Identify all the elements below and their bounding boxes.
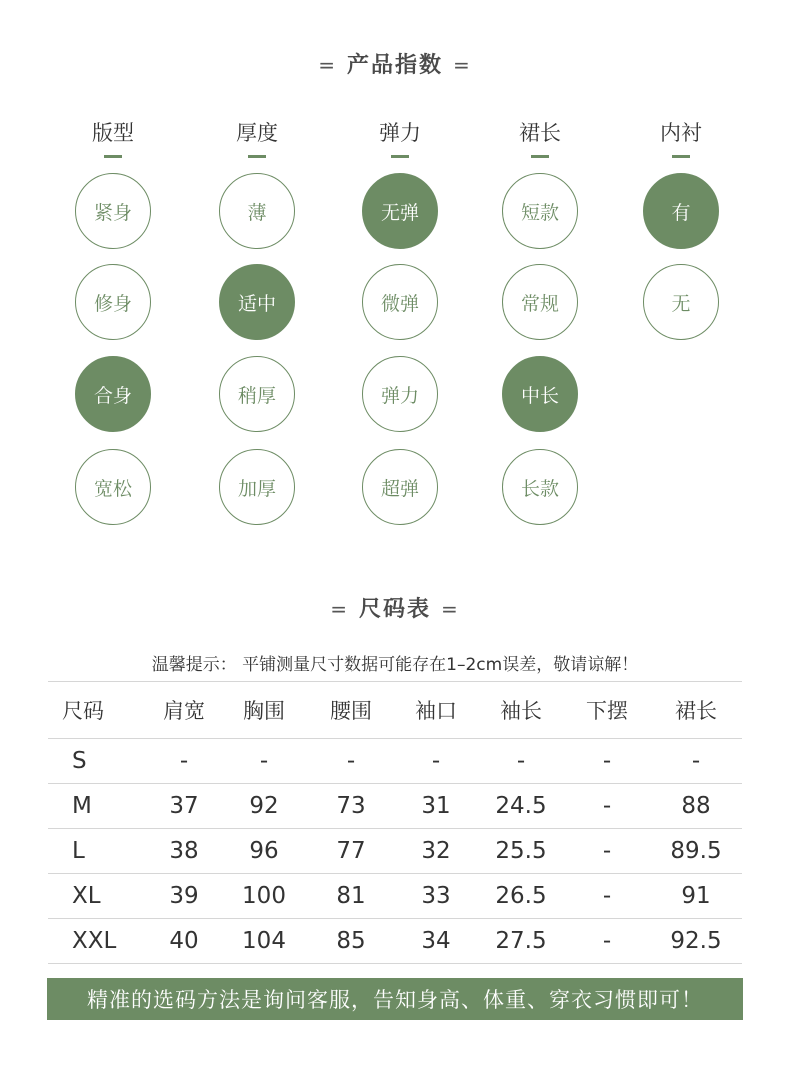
table-cell: 25.5 (478, 829, 564, 874)
title-decoration-right: = (441, 597, 460, 621)
column-header-label: 厚度 (236, 121, 278, 145)
table-cell: - (564, 829, 650, 874)
size-chart-title-text: 尺码表 (358, 597, 431, 622)
table-cell: - (564, 739, 650, 784)
size-label-cell: XXL (48, 919, 148, 964)
header-underline (391, 155, 409, 158)
table-cell: - (564, 874, 650, 919)
table-row (48, 739, 742, 784)
table-cell: - (308, 739, 394, 784)
table-cell: 39 (148, 874, 220, 919)
table-cell: - (650, 739, 742, 784)
product-index-title (0, 48, 790, 79)
option-circle: 无弹 (362, 173, 438, 249)
table-cell: 27.5 (478, 919, 564, 964)
table-cell: 26.5 (478, 874, 564, 919)
option-circle: 弹力 (362, 356, 438, 432)
size-label-cell: S (48, 739, 148, 784)
option-circle: 紧身 (75, 173, 151, 249)
size-label-cell: M (48, 784, 148, 829)
column-header-fit (53, 117, 173, 158)
option-circle: 适中 (219, 264, 295, 340)
column-header-label: 弹力 (379, 121, 421, 145)
header-cell: 肩宽 (148, 682, 220, 739)
option-circle: 无 (643, 264, 719, 340)
table-cell: 24.5 (478, 784, 564, 829)
title-decoration-right: = (453, 53, 472, 77)
table-header-row (48, 682, 742, 739)
table-cell: 77 (308, 829, 394, 874)
table-cell: 89.5 (650, 829, 742, 874)
column-header-skirt-length (480, 117, 600, 158)
table-cell: - (478, 739, 564, 784)
header-underline (104, 155, 122, 158)
option-circle: 有 (643, 173, 719, 249)
table-cell: 33 (394, 874, 478, 919)
table-cell: - (220, 739, 308, 784)
size-label-cell: L (48, 829, 148, 874)
table-cell: 104 (220, 919, 308, 964)
table-cell: 81 (308, 874, 394, 919)
option-circle: 常规 (502, 264, 578, 340)
table-cell: 91 (650, 874, 742, 919)
option-circle: 中长 (502, 356, 578, 432)
table-cell: 38 (148, 829, 220, 874)
option-circle: 合身 (75, 356, 151, 432)
table-row (48, 784, 742, 829)
table-cell: - (564, 784, 650, 829)
column-header-label: 内衬 (660, 121, 702, 145)
header-cell: 袖口 (394, 682, 478, 739)
table-cell: - (394, 739, 478, 784)
column-header-label: 裙长 (519, 121, 561, 145)
title-decoration-left: = (318, 53, 337, 77)
option-circle: 修身 (75, 264, 151, 340)
option-circle: 微弹 (362, 264, 438, 340)
table-cell: 100 (220, 874, 308, 919)
column-header-label: 版型 (92, 121, 134, 145)
option-circle: 加厚 (219, 449, 295, 525)
size-advice-banner: 精准的选码方法是询问客服，告知身高、体重、穿衣习惯即可！ (47, 978, 743, 1020)
table-cell: 34 (394, 919, 478, 964)
header-underline (672, 155, 690, 158)
table-row (48, 919, 742, 964)
size-chart-title (0, 592, 790, 623)
table-row (48, 829, 742, 874)
option-circle: 长款 (502, 449, 578, 525)
column-header-lining (621, 117, 741, 158)
header-cell: 裙长 (650, 682, 742, 739)
table-cell: 40 (148, 919, 220, 964)
table-cell: - (564, 919, 650, 964)
header-cell: 袖长 (478, 682, 564, 739)
option-circle: 稍厚 (219, 356, 295, 432)
header-underline (531, 155, 549, 158)
option-circle: 宽松 (75, 449, 151, 525)
option-circle: 薄 (219, 173, 295, 249)
measurement-tip: 温馨提示： 平铺测量尺寸数据可能存在1–2cm误差，敬请谅解！ (151, 655, 639, 675)
header-cell: 尺码 (48, 682, 148, 739)
table-cell: 96 (220, 829, 308, 874)
table-cell: 37 (148, 784, 220, 829)
header-cell: 腰围 (308, 682, 394, 739)
header-cell: 下摆 (564, 682, 650, 739)
table-cell: 88 (650, 784, 742, 829)
table-cell: 85 (308, 919, 394, 964)
option-circle: 超弹 (362, 449, 438, 525)
header-cell: 胸围 (220, 682, 308, 739)
title-decoration-left: = (330, 597, 349, 621)
table-cell: 92 (220, 784, 308, 829)
table-cell: 73 (308, 784, 394, 829)
table-row (48, 874, 742, 919)
option-circle: 短款 (502, 173, 578, 249)
table-cell: 92.5 (650, 919, 742, 964)
table-cell: 32 (394, 829, 478, 874)
table-cell: - (148, 739, 220, 784)
size-table (48, 681, 742, 964)
column-header-thickness (197, 117, 317, 158)
size-label-cell: XL (48, 874, 148, 919)
column-header-elasticity (340, 117, 460, 158)
table-cell: 31 (394, 784, 478, 829)
product-index-title-text: 产品指数 (346, 53, 443, 78)
header-underline (248, 155, 266, 158)
